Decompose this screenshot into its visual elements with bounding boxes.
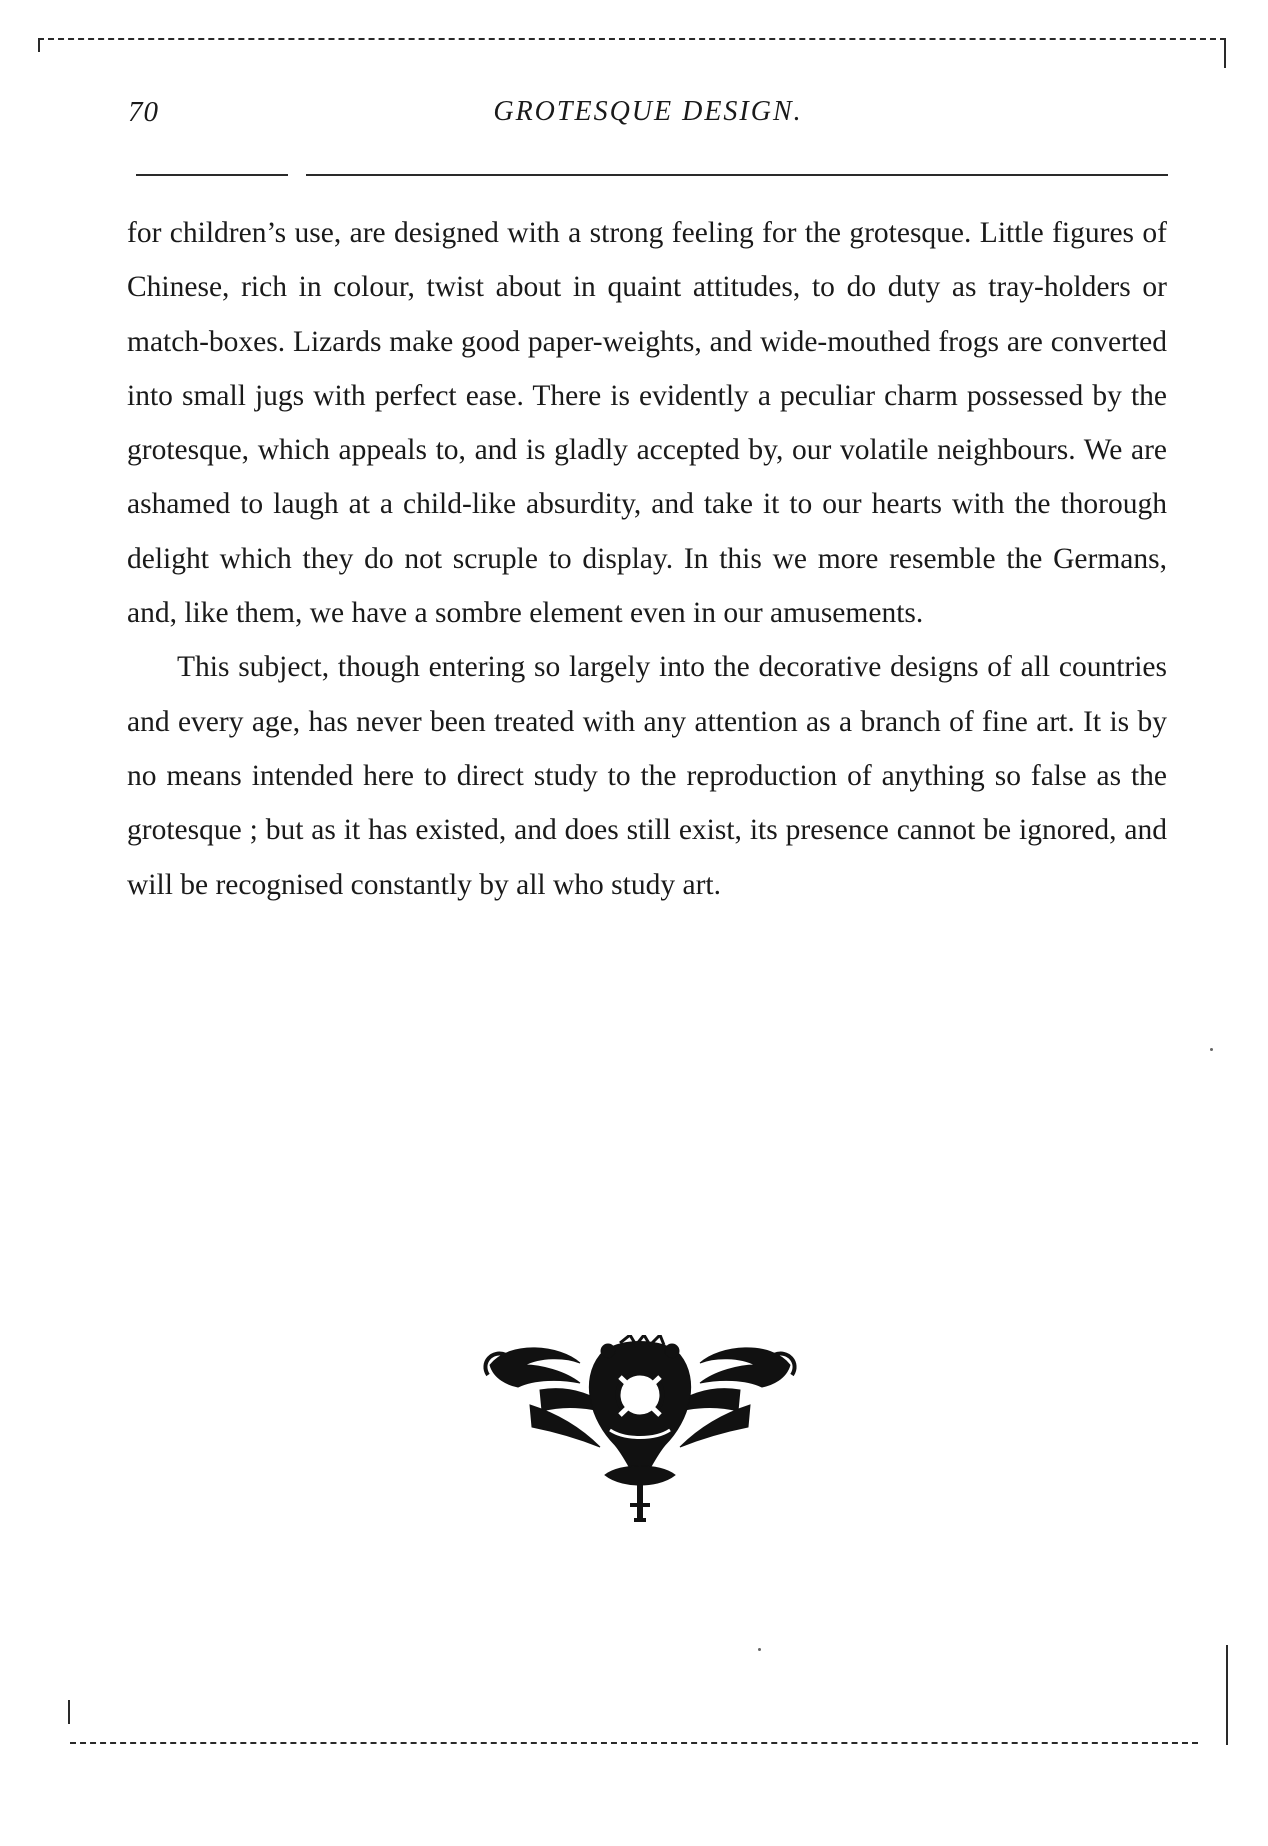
- page-frame-top: [38, 38, 1226, 40]
- paragraph: for children’s use, are designed with a strong feeling for the grotesque. Little figures of Chinese, rich in colour, twist about in quaint attitudes, to do duty as tray-holders or match-boxes. Lizards make good paper-weights, and wide-mouthed frogs are converted into small jugs with perfect ease. There is evidently a peculiar charm possessed by the grotesque, which appeals to, and is gladly accepted by, our volatile neighbours. We are ashamed to laugh at a child-like absurdity, and take it to our hearts with the thorough delight which they do not scruple to display. In this we more resemble the Germans, and, like them, we have a sombre element even in our amusements.: [127, 217, 1167, 630]
- page-frame-corner: [68, 1700, 70, 1724]
- tailpiece-ornament-icon: [480, 1335, 800, 1525]
- page-frame-corner: [38, 38, 40, 52]
- header-rule-gap: [288, 170, 306, 178]
- page-header: [128, 96, 1168, 144]
- scan-speck: [1210, 1048, 1213, 1051]
- scan-speck: [758, 1648, 761, 1651]
- paragraph: This subject, though entering so largely into the decorative designs of all countries and every age, has never been treated with any attention as a branch of fine art. It is by no means intended here to direct study to the reproduction of anything so false as the grotesque ; but as it has existed, and does still exist, its presence cannot be ignored, and will be recognised constantly by all who study art.: [127, 651, 1167, 901]
- page-frame-bottom: [70, 1742, 1198, 1744]
- page-frame-corner: [1224, 38, 1226, 68]
- page-number: 70: [128, 96, 159, 128]
- body-text: [127, 206, 1167, 912]
- ornament-ink: [485, 1335, 794, 1520]
- running-title: GROTESQUE DESIGN.: [493, 96, 803, 127]
- page-frame-corner: [1226, 1645, 1228, 1745]
